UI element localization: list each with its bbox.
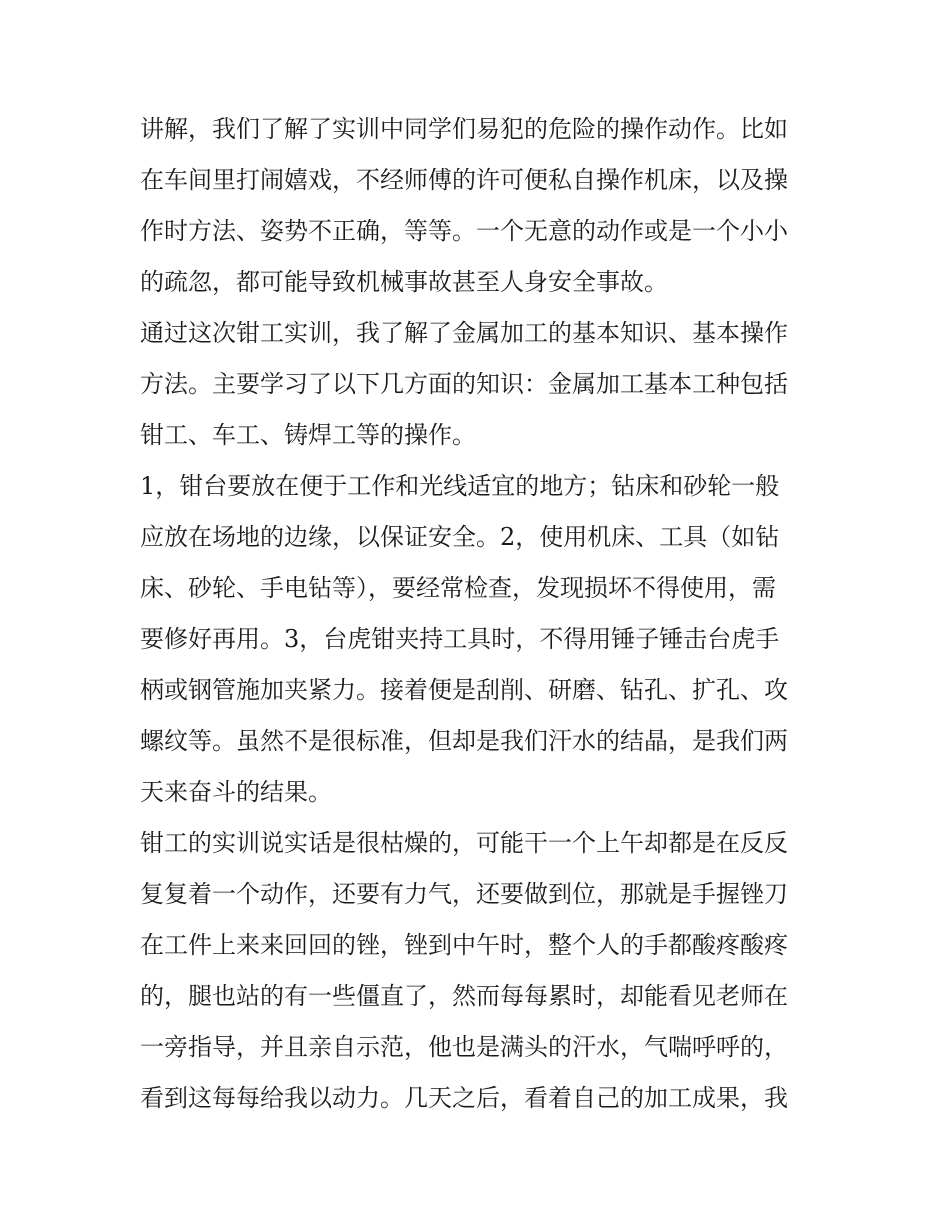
text-line: 复复着一个动作，还要有力气，还要做到位，那就是手握锉刀 — [140, 880, 788, 908]
text-line: 床、砂轮、手电钻等），要经常检查，发现损坏不得使用，需 — [140, 574, 776, 602]
text-line: 的，腿也站的有一些僵直了，然而每每累时，却能看见老师在 — [140, 982, 788, 1010]
text-line: 看到这每每给我以动力。几天之后，看着自己的加工成果，我 — [140, 1084, 788, 1112]
paragraph-3 — [140, 461, 820, 818]
text-line: 柄或钢管施加夹紧力。接着便是刮削、研磨、钻孔、扩孔、攻 — [140, 676, 788, 704]
paragraph-2 — [140, 308, 820, 461]
text-line: 在工件上来来回回的锉，锉到中午时，整个人的手都酸疼酸疼 — [140, 931, 788, 959]
text-line: 1，钳台要放在便于工作和光线适宜的地方；钻床和砂轮一般 — [140, 472, 780, 500]
text-line: 一旁指导，并且亲自示范，他也是满头的汗水，气喘呼呼的， — [140, 1033, 788, 1061]
paragraph-1 — [140, 104, 820, 308]
text-line: 螺纹等。虽然不是很标准，但却是我们汗水的结晶，是我们两 — [140, 727, 788, 755]
document-body — [140, 104, 820, 1124]
text-line: 钳工、车工、铸焊工等的操作。 — [140, 421, 476, 449]
text-line: 方法。主要学习了以下几方面的知识：金属加工基本工种包括 — [140, 370, 788, 398]
text-line: 的疏忽，都可能导致机械事故甚至人身安全事故。 — [140, 268, 668, 296]
text-line: 讲解，我们了解了实训中同学们易犯的危险的操作动作。比如 — [140, 115, 788, 143]
text-line: 作时方法、姿势不正确，等等。一个无意的动作或是一个小小 — [140, 217, 788, 245]
text-line: 应放在场地的边缘，以保证安全。2，使用机床、工具（如钻 — [140, 523, 780, 551]
text-line: 天来奋斗的结果。 — [140, 778, 332, 806]
text-line: 要修好再用。3，台虎钳夹持工具时，不得用锤子锤击台虎手 — [140, 625, 780, 653]
text-line: 通过这次钳工实训，我了解了金属加工的基本知识、基本操作 — [140, 319, 788, 347]
text-line: 钳工的实训说实话是很枯燥的，可能干一个上午却都是在反反 — [140, 829, 788, 857]
text-line: 在车间里打闹嬉戏，不经师傅的许可便私自操作机床，以及操 — [140, 166, 788, 194]
paragraph-4 — [140, 818, 820, 1124]
